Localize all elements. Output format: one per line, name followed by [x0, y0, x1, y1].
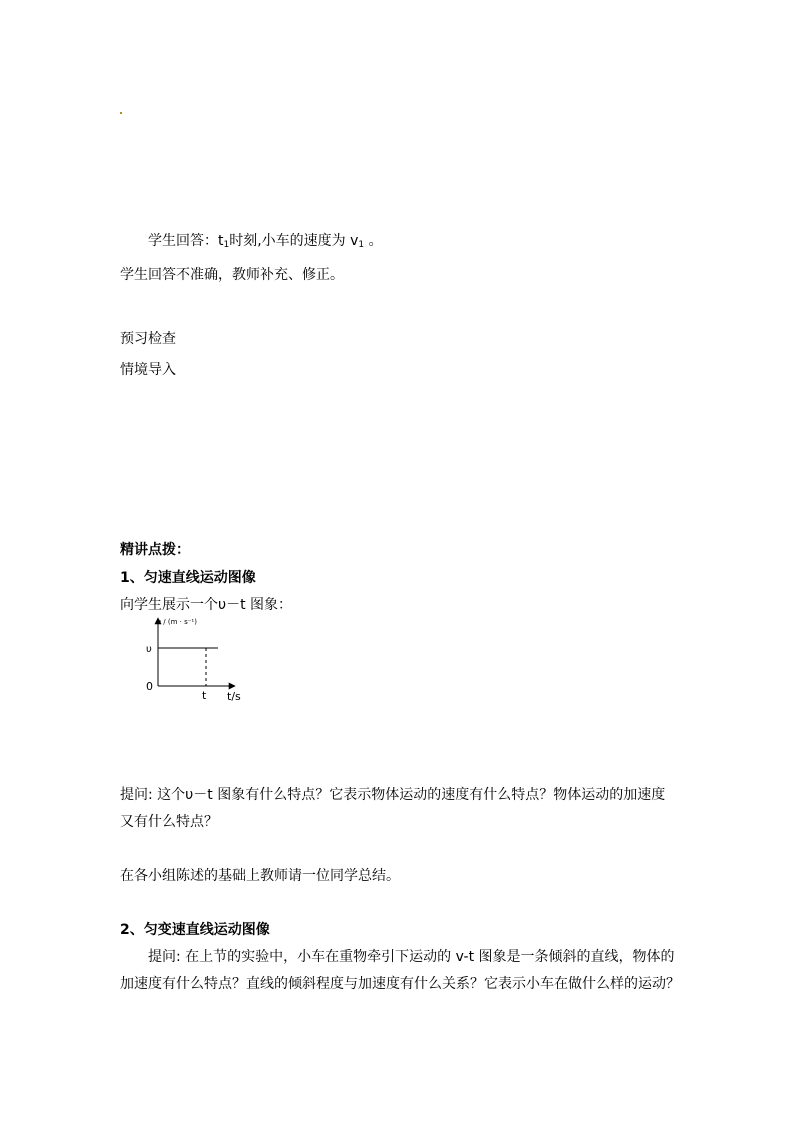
question-2-line-2: 加速度有什么特点？直线的倾斜程度与加速度有什么关系？它表示小车在做什么样的运动？	[120, 976, 680, 992]
question-1-line-1: 提问: 这个υ－t 图象有什么特点？它表示物体运动的速度有什么特点？物体运动的加速度	[120, 787, 666, 803]
correction-text: 学生回答不准确，教师补充、修正。	[120, 267, 344, 283]
question-1-line-2: 又有什么特点？	[120, 814, 218, 830]
y-tick-label-v: υ	[146, 644, 152, 655]
question-2-line-1: 提问: 在上节的实验中，小车在重物牵引下运动的 v-t 图象是一条倾斜的直线，物体的	[148, 949, 675, 965]
x-tick-label-t: t	[202, 689, 207, 702]
stray-mark	[120, 112, 122, 114]
section-1-heading: 1、匀速直线运动图像	[120, 570, 256, 586]
key-points-heading: 精讲点拨：	[120, 542, 190, 558]
y-tick-label-0: 0	[146, 680, 153, 693]
summary-text: 在各小组陈述的基础上教师请一位同学总结。	[120, 868, 400, 884]
student-answer: 学生回答：$t_1$时刻,小车的速度为 $v_1$ 。	[148, 233, 383, 250]
intro-heading: 情境导入	[120, 362, 176, 378]
preview-heading: 预习检查	[120, 331, 176, 347]
show-graph-text: 向学生展示一个υ－t 图象：	[120, 597, 293, 613]
y-axis-label: υ / (m · s⁻¹)	[157, 618, 197, 626]
x-axis-label: t/s	[227, 690, 241, 703]
v-t-chart	[140, 612, 260, 707]
section-2-heading: 2、匀变速直线运动图像	[120, 922, 270, 938]
